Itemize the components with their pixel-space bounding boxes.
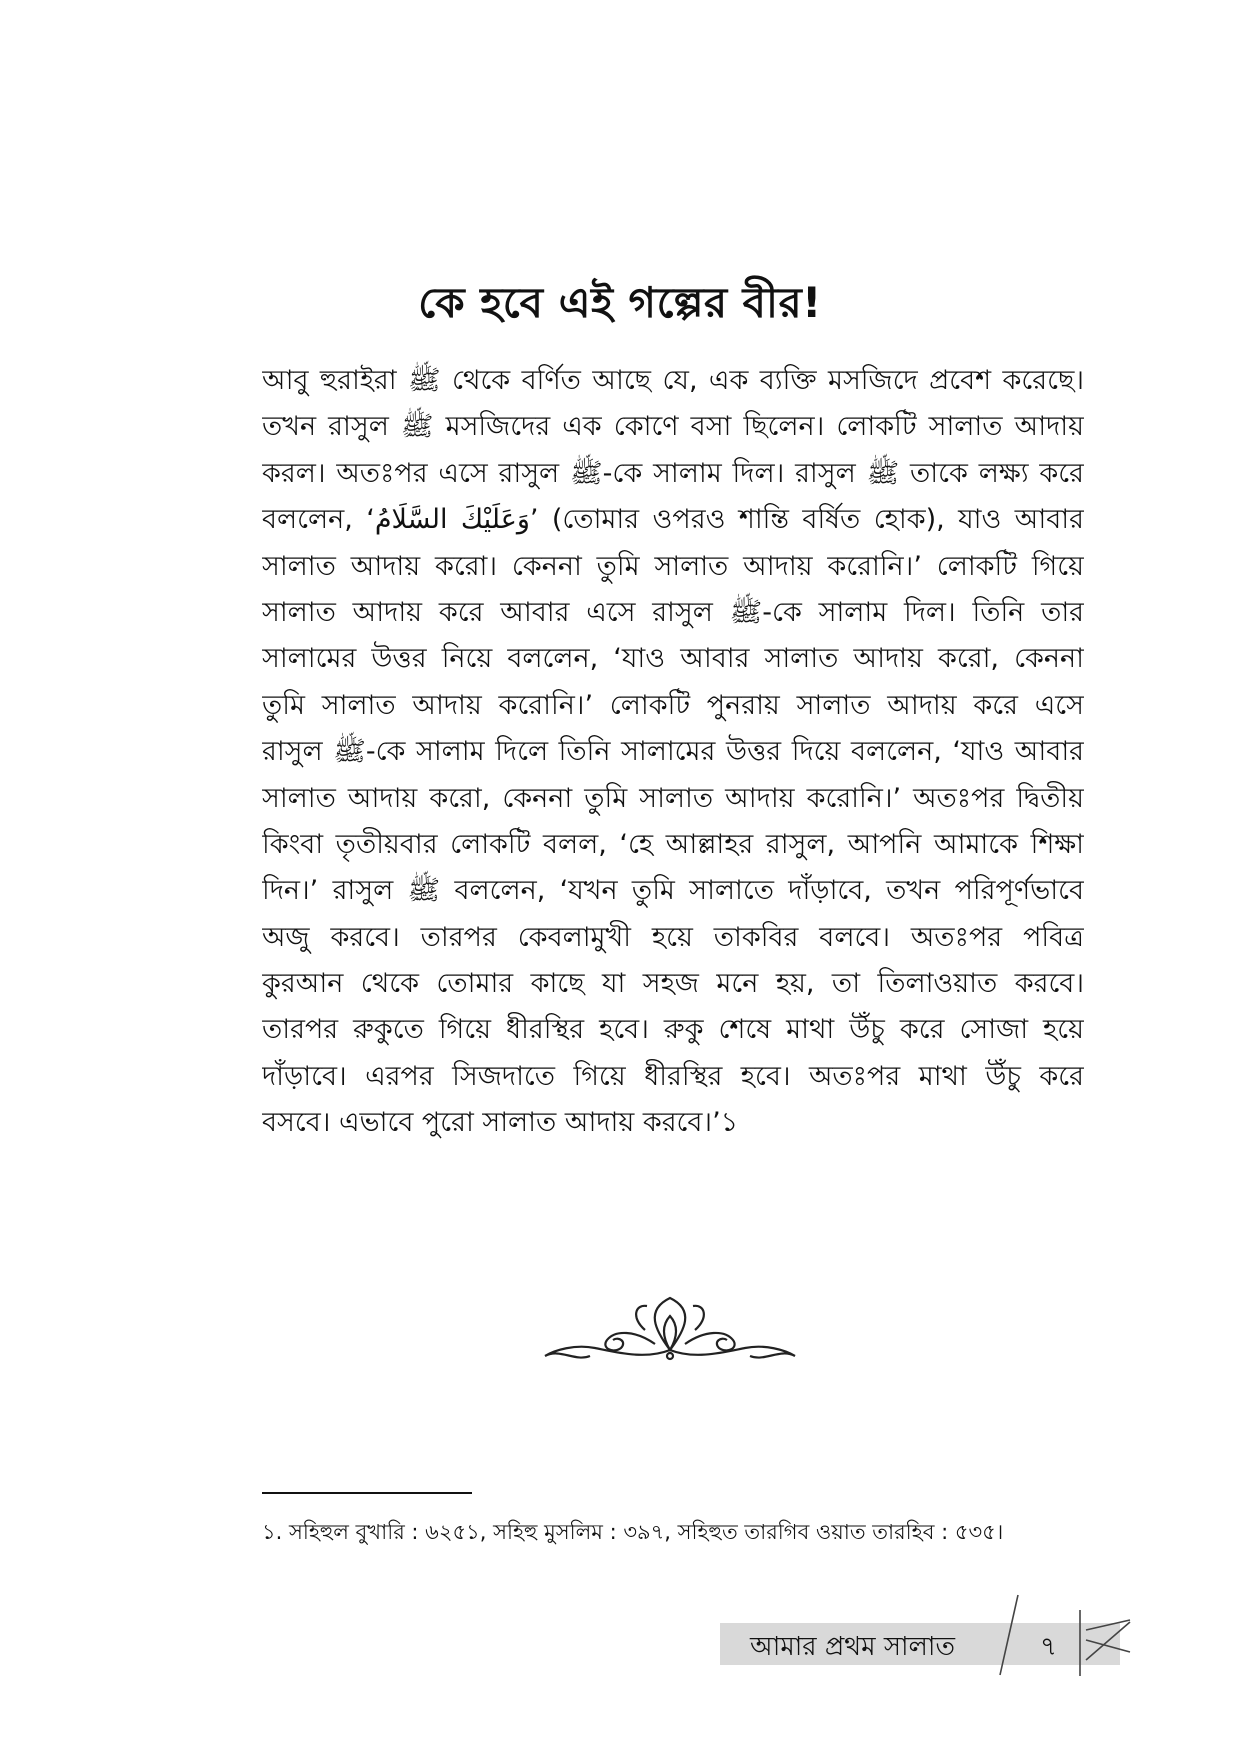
body-line: দাঁড়াবে। এরপর সিজদাতে গিয়ে ধীরস্থির হবে। অতঃপর মাথা উঁচু করে <box>262 1060 1084 1092</box>
book-title: আমার প্রথম সালাত <box>750 1632 955 1662</box>
body-line: সালাত আদায় করে আবার এসে রাসুল ﷺ-কে সালাম দিল। তিনি তার <box>262 596 1084 628</box>
ornament-divider <box>535 1290 805 1370</box>
body-line: করল। অতঃপর এসে রাসুল ﷺ-কে সালাম দিল। রাসুল ﷺ তাকে লক্ষ্য করে <box>262 457 1084 489</box>
footnote-rule <box>262 1492 472 1494</box>
body-line: সালাত আদায় করো। কেননা তুমি সালাত আদায় করোনি।’ লোকটি গিয়ে <box>262 550 1084 582</box>
body-line: তখন রাসুল ﷺ মসজিদের এক কোণে বসা ছিলেন। লোকটি সালাত আদায় <box>262 411 1084 443</box>
body-line: বসবে। এভাবে পুরো সালাত আদায় করবে।’১ <box>262 1107 739 1139</box>
body-line: তারপর রুকুতে গিয়ে ধীরস্থির হবে। রুকু শেষে মাথা উঁচু করে সোজা হয়ে <box>262 1014 1084 1046</box>
page-title: কে হবে এই গল্পের বীর! <box>418 278 822 327</box>
footnote: ১. সহিহুল বুখারি : ৬২৫১, সহিহু মুসলিম : ৩৯৭, সহিহুত তারগিব ওয়াত তারহিব : ৫৩৫। <box>262 1520 1004 1544</box>
body-line: তুমি সালাত আদায় করোনি।’ লোকটি পুনরায় সালাত আদায় করে এসে <box>262 689 1084 721</box>
body-line: দিন।’ রাসুল ﷺ বললেন, ‘যখন তুমি সালাতে দাঁড়াবে, তখন পরিপূর্ণভাবে <box>262 875 1084 907</box>
body-line: কিংবা তৃতীয়বার লোকটি বলল, ‘হে আল্লাহর রাসুল, আপনি আমাকে শিক্ষা <box>262 828 1084 860</box>
body-text <box>262 358 1084 1147</box>
page-number: ৭ <box>1040 1632 1057 1662</box>
body-line: রাসুল ﷺ-কে সালাম দিলে তিনি সালামের উত্তর দিয়ে বললেন, ‘যাও আবার <box>262 736 1084 768</box>
body-line: বললেন, ‘وَعَلَيْكَ السَّلَامُ’ (তোমার ওপরও শান্তি বর্ষিত হোক), যাও আবার <box>262 504 1084 536</box>
body-line: সালামের উত্তর নিয়ে বললেন, ‘যাও আবার সালাত আদায় করো, কেননা <box>262 643 1084 675</box>
body-line: অজু করবে। তারপর কেবলামুখী হয়ে তাকবির বলবে। অতঃপর পবিত্র <box>262 921 1084 953</box>
body-line: কুরআন থেকে তোমার কাছে যা সহজ মনে হয়, তা তিলাওয়াত করবে। <box>262 968 1084 1000</box>
body-line: আবু হুরাইরা ﷺ থেকে বর্ণিত আছে যে, এক ব্যক্তি মসজিদে প্রবেশ করেছে। <box>262 365 1084 396</box>
body-line: সালাত আদায় করো, কেননা তুমি সালাত আদায় করোনি।’ অতঃপর দ্বিতীয় <box>262 782 1084 814</box>
